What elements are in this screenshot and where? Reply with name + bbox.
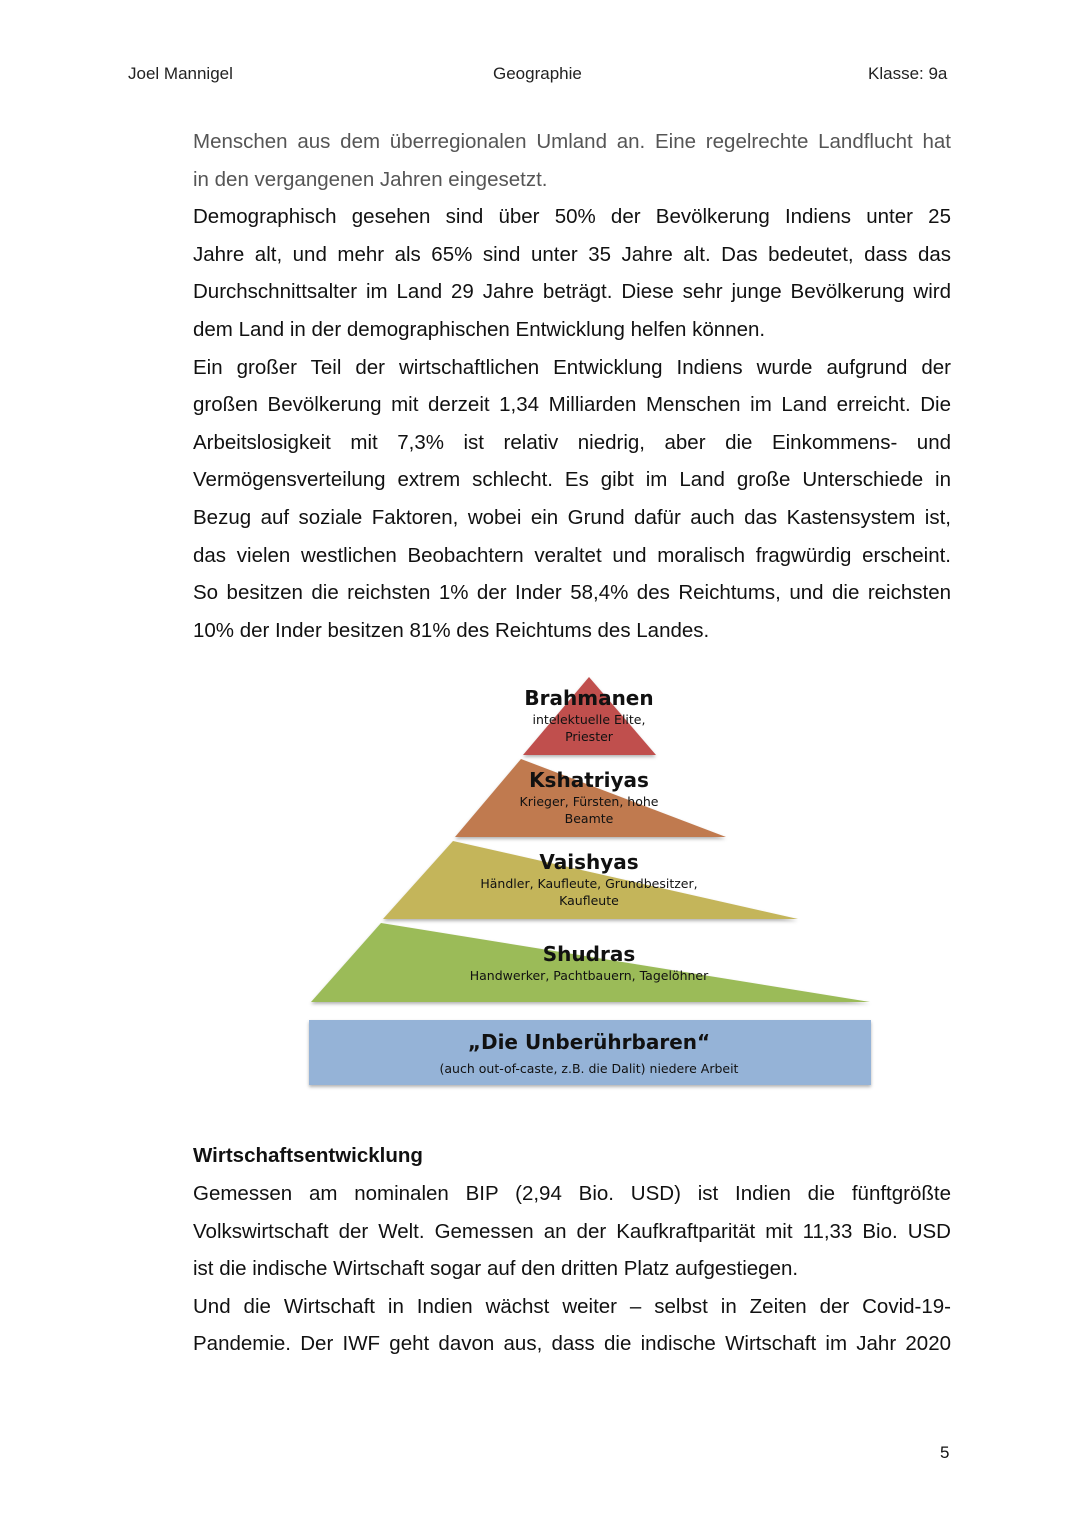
tier-subtitle: Kaufleute [559,893,619,908]
text-line: 10% der Inder besitzen 81% des Reichtums des Landes. [193,618,710,642]
text-line: Vermögensverteilung extrem schlecht. Es gibt im Land große Unterschiede in [193,468,951,492]
text-line: So besitzen die reichsten 1% der Inder 58,4% des Reichtums, und die reichsten [193,581,951,605]
header-subject: Geographie [493,64,582,83]
tier-subtitle: Händler, Kaufleute, Grundbesitzer, [480,876,698,891]
text-line: Volkswirtschaft der Welt. Gemessen an der Kaufkraftparität mit 11,33 Bio. USD [193,1219,951,1243]
text-line: Durchschnittsalter im Land 29 Jahre beträgt. Diese sehr junge Bevölkerung wird [193,280,951,304]
text-line: Arbeitslosigkeit mit 7,3% ist relativ niedrig, aber die Einkommens- und [193,430,951,454]
text-line: Und die Wirtschaft in Indien wächst weiter – selbst in Zeiten der Covid-19- [193,1294,951,1318]
text-line: Gemessen am nominalen BIP (2,94 Bio. USD) ist Indien die fünftgrößte [193,1182,951,1205]
paragraph-block-2 [193,1175,951,1363]
tier-title: Vaishyas [539,850,639,874]
text-line: Jahre alt, und mehr als 65% sind unter 35 Jahre alt. Das bedeutet, dass das [193,242,951,266]
text-line: in den vergangenen Jahren eingesetzt. [193,167,548,191]
text-line: Pandemie. Der IWF geht davon aus, dass die indische Wirtschaft im Jahr 2020 [193,1332,951,1356]
text-line: das vielen westlichen Beobachtern veraltet und moralisch fragwürdig erscheint. [193,543,951,567]
text-line: großen Bevölkerung mit derzeit 1,34 Milliarden Menschen im Land erreicht. Die [193,393,951,417]
tier-subtitle: Priester [565,729,613,744]
tier-subtitle: Krieger, Fürsten, hohe [519,794,659,809]
tier-subtitle: Handwerker, Pachtbauern, Tagelöhner [469,968,709,983]
header-class: Klasse: 9a [868,64,948,83]
section-heading: Wirtschaftsentwicklung [193,1144,423,1167]
header-author: Joel Mannigel [128,64,233,83]
text-line: ist die indische Wirtschaft sogar auf den dritten Platz aufgestiegen. [193,1257,799,1281]
tier-title: Kshatriyas [529,768,649,792]
text-line: dem Land in der demographischen Entwicklung helfen können. [193,317,766,341]
base-subtitle: (auch out-of-caste, z.B. die Dalit) niedere Arbeit [439,1061,739,1076]
tier-subtitle: Beamte [564,811,614,826]
tier-title: Brahmanen [524,686,654,710]
tier-subtitle: intelektuelle Elite, [532,712,646,727]
text-line: Bezug auf soziale Faktoren, wobei ein Grund dafür auch das Kastensystem ist, [193,505,951,529]
text-line: Menschen aus dem überregionalen Umland an. Eine regelrechte Landflucht hat [193,130,951,153]
text-line: Demographisch gesehen sind über 50% der Bevölkerung Indiens unter 25 [193,205,951,229]
page-number: 5 [940,1443,950,1462]
base-title: „Die Unberührbaren“ [467,1030,711,1054]
text-line: Ein großer Teil der wirtschaftlichen Entwicklung Indiens wurde aufgrund der [193,355,951,379]
tier-title: Shudras [542,942,636,966]
